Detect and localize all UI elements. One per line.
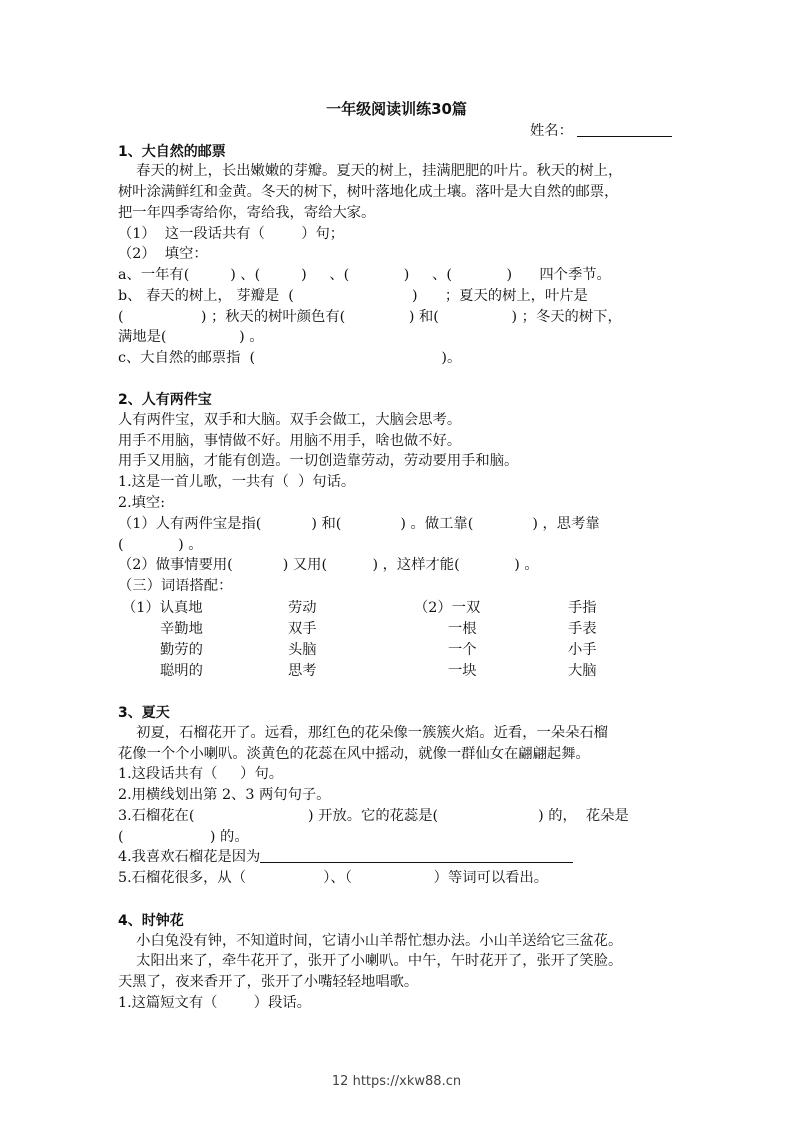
s2-question-3: （三）词语搭配： bbox=[118, 578, 233, 594]
s3-question-2: 2.用横线划出第 2、3 两句句子。 bbox=[118, 787, 331, 803]
s4-paragraph-line: 天黑了，夜来香开了，张开了小嘴轻轻地唱歌。 bbox=[118, 974, 419, 990]
match-left-target: 劳动 bbox=[288, 600, 317, 616]
section-4-heading: 4、时钟花 bbox=[118, 913, 184, 929]
s3-question-5: 5.石榴花很多，从（ ）、（ ）等词可以看出。 bbox=[118, 870, 549, 886]
match-right-word: （2）一双 bbox=[414, 600, 481, 616]
s1-paragraph-line: 把一年四季寄给你，寄给我，寄给大家。 bbox=[118, 205, 376, 221]
s2-poem-line: 用手不用脑，事情做不好。用脑不用手，啥也做不好。 bbox=[118, 433, 462, 449]
s2-question-1: 1.这是一首儿歌，一共有（ ）句话。 bbox=[118, 474, 356, 490]
s1-question-c: c、大自然的邮票指 ( )。 bbox=[118, 350, 462, 366]
s3-paragraph-line: 花像一个个小喇叭。淡黄色的花蕊在风中摇动，就像一群仙女在翩翩起舞。 bbox=[118, 746, 590, 762]
match-right-target: 小手 bbox=[568, 642, 597, 658]
name-label: 姓名： bbox=[530, 123, 573, 139]
s4-question-1: 1.这篇短文有（ ）段话。 bbox=[118, 995, 311, 1011]
match-right-word: 一个 bbox=[448, 642, 477, 658]
s3-question-4 bbox=[118, 847, 573, 867]
match-left-word: （1）认真地 bbox=[122, 600, 203, 616]
match-left-word: 勤劳的 bbox=[160, 642, 203, 658]
name-field[interactable] bbox=[530, 120, 672, 140]
page-title: 一年级阅读训练30篇 bbox=[326, 100, 467, 118]
match-left-target: 思考 bbox=[288, 663, 317, 679]
s2-question-2c: （2）做事情要用( ) 又用( ) ，这样才能( ) 。 bbox=[118, 557, 539, 573]
s1-question-2: （2） 填空： bbox=[118, 246, 208, 262]
s2-poem-line: 用手又用脑，才能有创造。一切创造靠劳动，劳动要用手和脑。 bbox=[118, 453, 519, 469]
name-blank-line[interactable] bbox=[577, 122, 672, 137]
s3-question-4-text: 4.我喜欢石榴花是因为 bbox=[118, 849, 261, 865]
match-right-target: 大脑 bbox=[568, 663, 597, 679]
s2-poem-line: 人有两件宝，双手和大脑。双手会做工，大脑会思考。 bbox=[118, 412, 462, 428]
s1-question-b-cont: 满地是( ) 。 bbox=[118, 329, 264, 345]
s2-question-2a-cont: ( ) 。 bbox=[118, 537, 203, 553]
match-right-word: 一根 bbox=[448, 621, 477, 637]
s3-question-1: 1.这段话共有（ ）句。 bbox=[118, 766, 284, 782]
s1-question-b-cont: ( ) ；秋天的树叶颜色有( ) 和( ) ；冬天的树下， bbox=[118, 309, 622, 325]
match-right-target: 手表 bbox=[568, 621, 597, 637]
s3-answer-line[interactable] bbox=[260, 848, 573, 863]
s3-question-3-cont: ( ) 的。 bbox=[118, 829, 249, 845]
section-1-heading: 1、大自然的邮票 bbox=[118, 144, 226, 160]
s1-question-b: b、 春天的树上， 芽瓣是 ( ) ；夏天的树上，叶片是 bbox=[118, 288, 588, 304]
match-right-target: 手指 bbox=[568, 600, 597, 616]
match-left-target: 双手 bbox=[288, 621, 317, 637]
match-right-word: 一块 bbox=[448, 663, 477, 679]
match-left-target: 头脑 bbox=[288, 642, 317, 658]
s1-question-a: a、一年有( ) 、( ) 、( ) 、( ) 四个季节。 bbox=[118, 267, 611, 283]
s3-paragraph-line: 初夏，石榴花开了。远看，那红色的花朵像一簇簇火焰。近看，一朵朵石榴 bbox=[118, 725, 608, 741]
s3-question-3: 3.石榴花在( ) 开放。它的花蕊是( ) 的， 花朵是 bbox=[118, 808, 629, 824]
section-2-heading: 2、人有两件宝 bbox=[118, 392, 212, 408]
page-footer: 12 https://xkw88.cn bbox=[331, 1074, 462, 1089]
s2-question-2a: （1）人有两件宝是指( ) 和( ) 。做工靠( ) ，思考靠 bbox=[118, 516, 600, 532]
s1-question-1: （1） 这一段话共有（ ）句； bbox=[118, 226, 345, 242]
section-3-heading: 3、夏天 bbox=[118, 705, 170, 721]
s2-question-2: 2.填空: bbox=[118, 495, 166, 511]
s4-paragraph-line: 小白兔没有钟，不知道时间，它请小山羊帮忙想办法。小山羊送给它三盆花。 bbox=[118, 933, 623, 949]
match-left-word: 辛勤地 bbox=[160, 621, 203, 637]
s1-paragraph-line: 春天的树上，长出嫩嫩的芽瓣。夏天的树上，挂满肥肥的叶片。秋天的树上， bbox=[118, 163, 623, 179]
match-left-word: 聪明的 bbox=[160, 663, 203, 679]
s4-paragraph-line: 太阳出来了，牵牛花开了，张开了小喇叭。中午，午时花开了，张开了笑脸。 bbox=[118, 953, 623, 969]
s1-paragraph-line: 树叶涂满鲜红和金黄。冬天的树下，树叶落地化成土壤。落叶是大自然的邮票， bbox=[118, 184, 619, 200]
